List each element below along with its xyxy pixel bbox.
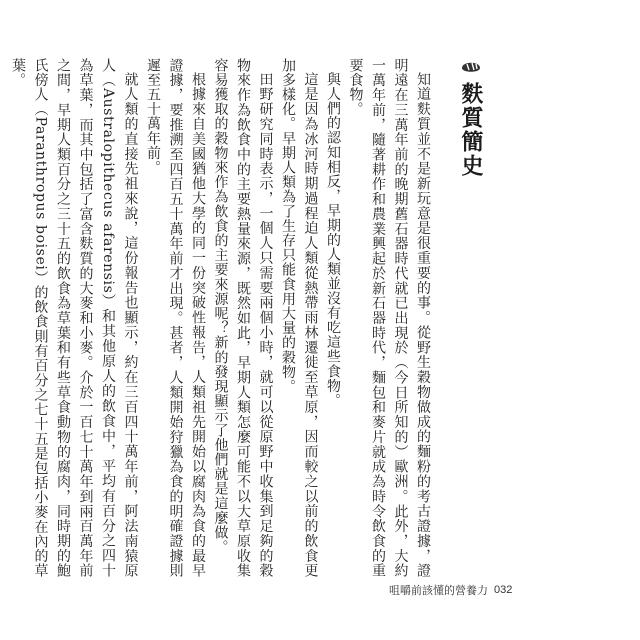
paragraph: 田野研究同時表示，一個人只需要兩個小時，就可以從原野中收集到足夠的穀物來作為飲食中的主要熱量來源，既然如此，早期人類怎麼可能不以大草原收集容易獲取的穀物來作為飲食的主要來源呢？新的發現顯示了他們就是這麼做。 [212,58,274,578]
paragraph: 與人們的認知相反，早期的人類並沒有吃這些食物。 [325,72,341,408]
bread-icon [460,58,482,76]
section-title: 麩質簡史 [458,82,483,178]
paragraph: 知道麩質並不是新玩意是很重要的事。從野生穀物做成的麵粉的考古證據，證明遠在三萬年前的晚期舊石器時代就已出現於（今日所知的）歐洲。此外，大約一萬年前，隨著耕作和農業興起於新石器時代，麵包和麥片就成為時令飲食的重要食物。 [347,58,431,578]
body-text [7,58,435,578]
paragraph: 這是因為冰河時期過程迫人類從熱帶雨林遷徙至草原，因而較之以前的飲食更加多樣化。早期人類為了生存只能食用大量的穀物。 [280,58,319,578]
paragraph: 就人類的直接先祖來說，這份報告也顯示，約在三百四十萬年前，阿法南猿原人（Australopithecus afarensis）和其他原人的飲食中，平均有百分之四十為草葉，而其中包括了富含麩質的大麥和小麥。介於一百七十萬年到兩百萬年前之間，早期人類百分之三十五的飲食為草葉和有些草食動物的腐肉，同時期的鮑氏傍人（Paranthropus boisei）的飲食則有百分之七十五是包括小麥在內的草葉。 [10,58,139,578]
running-book-title: 咀嚼前該懂的營養力 [389,584,488,597]
page-footer [389,582,512,598]
paragraph: 根據來自美國猶他大學的同一份突破性報告，人類祖先開始以腐肉為食的最早證據，要推溯至四百五十萬年前才出現。甚者，人類開始狩獵為食的明確證據則遲至五十萬年前。 [145,58,206,578]
page-number: 032 [494,584,513,596]
section-title-block [455,58,486,178]
